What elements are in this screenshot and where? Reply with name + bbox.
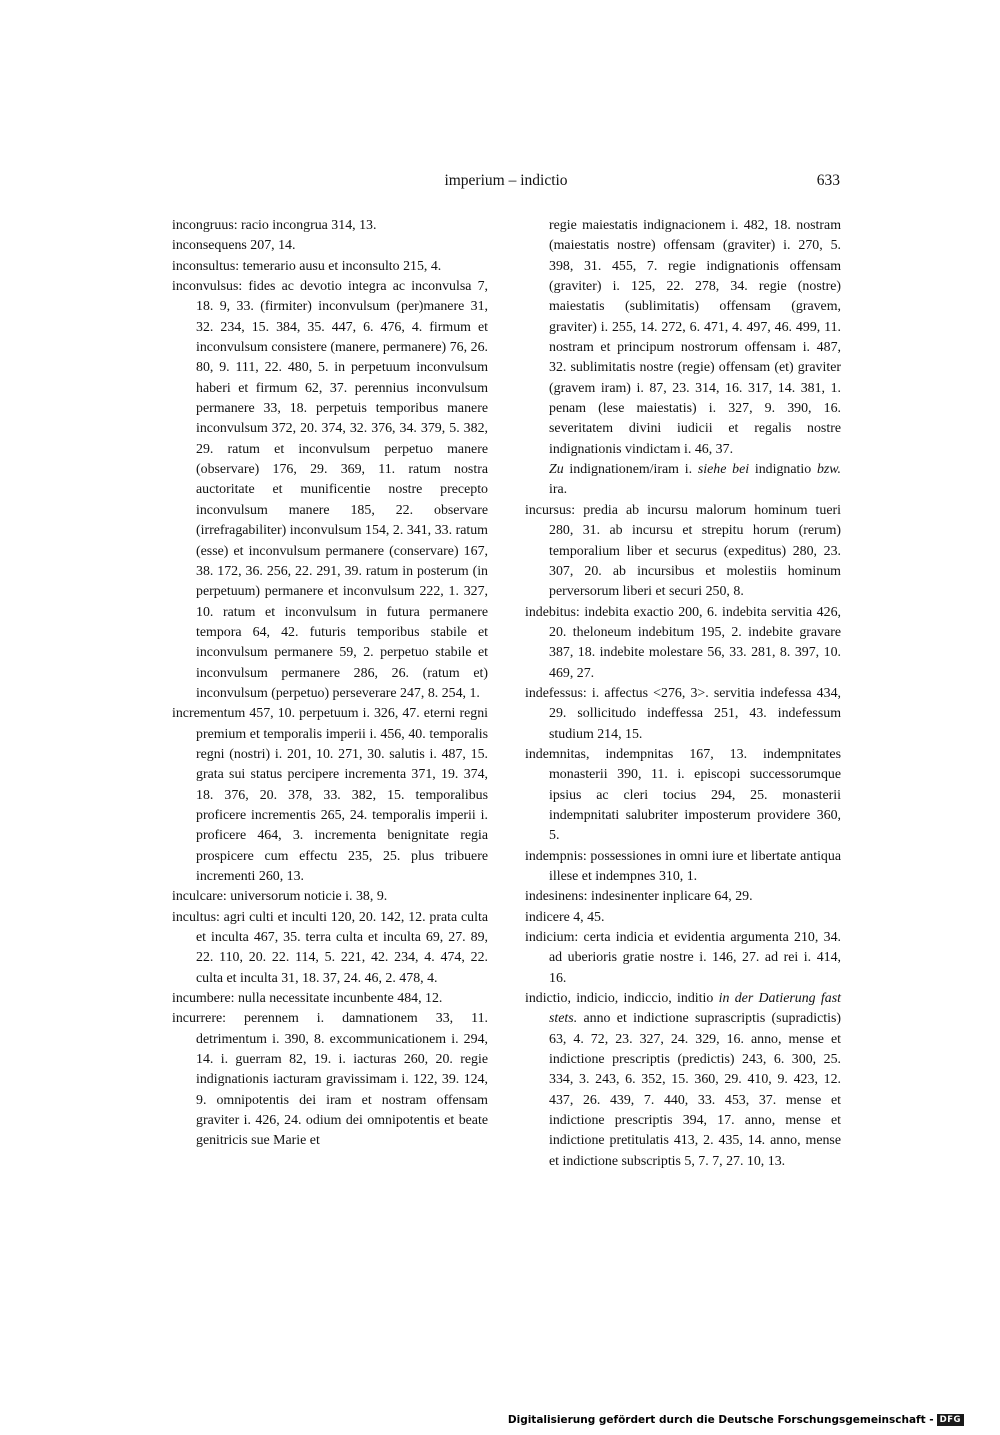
index-entry <box>525 989 841 1172</box>
index-entry: incultus: agri culti et inculti 120, 20. 142, 12. prata culta et inculta 467, 35. terra culta et inculta 69, 27. 89, 22. 110, 20. 22. 114, 5. 221, 42. 234, 4. 474, 22. culta et inculta 31, 18. 37, 24. 46, 2. 478, 4. <box>172 909 488 986</box>
dfg-logo: DFG <box>937 1414 964 1426</box>
note-text: indignationem/iram i. <box>563 462 698 478</box>
index-entry: inconvulsus: fides ac devotio integra ac inconvulsa 7, 18. 9, 33. (firmiter) inconvulsum (per)manere 31, 32. 234, 15. 384, 35. 447, 6. 476, 4. firmum et inconvulsum consistere (manere, permanere) 76, 26. 80, 9. 111, 22. 480, 5. in perpetuum inconvulsum haberi et firmum 62, 37. perennius inconvulsum permanere 33, 18. perpetuis temporibus manere inconvulsum 372, 20. 374, 32. 376, 34. 379, 5. 382, 29. ratum et inconvulsum perpetuo manere (observare) 176, 29. 369, 11. ratum nostra auctoritate et munificentie nostre precepto inconvulsum manere 185, 22. observare (irrefragabiliter) inconvulsum 154, 2. 341, 33. ratum (esse) et inconvulsum permanere (conservare) 167, 38. 172, 36. 256, 22. 291, 39. ratum in posterum (in perpetuum) permanere et inconvulsum 222, 1. 327, 10. ratum et inconvulsum in futura permanere tempora 64, 42. futuris temporibus stabile et inconvulsum permanere 59, 2. perpetuo stabile et inconvulsum permanere 286, 26. (ratum et) inconvulsum (perpetuo) perseverare 247, 8. 254, 1. <box>172 279 488 701</box>
index-entry: incumbere: nulla necessitate incunbente 484, 12. <box>172 991 443 1007</box>
index-entry: incurrere: perennem i. damnationem 33, 11. detrimentum i. 390, 8. excommunicationem i. 294, 14. i. guerram 82, 19. i. iacturas 260, 20. regie indignationis iacturam gravissimam i. 122, 39. 124, 9. omnipotentis dei iram et nostram offensam graviter i. 426, 24. odium dei omnipotentis et beate genitricis sue Marie et <box>172 1011 488 1149</box>
entry-text: indictio, indicio, indiccio, inditio <box>525 991 719 1007</box>
note-text: ira. <box>549 482 568 498</box>
entry-text: anno et indictione suprascriptis (supradictis) 63, 4. 72, 23. 327, 24. 329, 16. anno, mense et indictione prescriptis (predictis) 243, 6. 300, 25. 334, 3. 243, 6. 352, 15. 360, 29. 410, 9. 423, 12. 437, 26. 439, 7. 440, 33. 453, 37. mense et indictione prescriptis 394, 17. anno, mense et indictione pretitulatis 413, 2. 435, 14. anno, mense et indictione subscriptis 5, 7. 7, 27. 10, 13. <box>549 1011 841 1169</box>
funding-footer <box>508 1414 964 1426</box>
running-title: imperium – indictio <box>444 172 568 189</box>
right-column <box>525 216 841 1172</box>
index-entry: indesinens: indesinenter inplicare 64, 29. <box>525 889 753 905</box>
index-entry: indefessus: i. affectus <276, 3>. servitia indefessa 434, 29. sollicitudo indeffessa 251, 43. indefessum studium 214, 15. <box>525 685 841 742</box>
note-text: siehe bei <box>697 462 750 478</box>
note-text: indignatio <box>749 462 817 478</box>
cross-reference-note <box>525 460 841 501</box>
running-header <box>172 172 840 194</box>
note-text: Zu <box>549 462 564 478</box>
index-entry: inconsequens 207, 14. <box>172 238 296 254</box>
left-column <box>172 216 488 1152</box>
index-entry: indempnis: possessiones in omni iure et libertate antiqua illese et indempnes 310, 1. <box>525 848 841 884</box>
index-entry: indemnitas, indempnitas 167, 13. indempnitates monasterii 390, 11. i. episcopi successorumque ipsius ac cleri tocius 294, 25. monasterii indempnitati salubriter imposterum providere 360, 5. <box>525 746 841 844</box>
index-entry: inculcare: universorum noticie i. 38, 9. <box>172 889 388 905</box>
index-entry: incongruus: racio incongrua 314, 13. <box>172 218 377 233</box>
index-entry: incursus: predia ab incursu malorum hominum tueri 280, 31. ab incursu et strepitu horum (rerum) temporalium liber et securus (expeditus) 280, 23. 307, 20. ab incursibus et molestiis hominum perversorum liberi et securi 250, 8. <box>525 502 841 600</box>
index-entry-continuation: regie maiestatis indignacionem i. 482, 18. nostram (maiestatis nostre) offensam (graviter) i. 270, 5. 398, 31. 455, 7. regie indignationis offensam (graviter) i. 125, 22. 278, 34. regie (nostre) maiestatis (sublimitatis) offensam (gravem, graviter) i. 255, 14. 272, 6. 471, 4. 497, 46. 499, 11. nostram et principum nostrorum offensam i. 487, 32. sublimitatis nostre (regie) offensam (et) graviter (gravem iram) i. 87, 23. 314, 16. 317, 14. 381, 1. penam (lese maiestatis) i. 327, 9. 390, 16. severitatem divini iudicii et regalis nostre indignationis vindictam i. 46, 37. <box>549 218 841 457</box>
page-number: 633 <box>816 172 840 189</box>
index-entry: indicium: certa indicia et evidentia argumenta 210, 34. ad uberioris gratie nostre i. 146, 27. ad rei i. 414, 16. <box>525 930 841 986</box>
entry-text: in der Datierung fast stets. <box>549 991 841 1027</box>
note-text: bzw. <box>816 462 841 478</box>
index-entry: indebitus: indebita exactio 200, 6. indebita servitia 426, 20. theloneum indebitum 195, 2. indebite gravare 387, 18. indebite molestare 56, 33. 281, 8. 397, 10. 469, 27. <box>525 604 841 681</box>
index-entry: indicere 4, 45. <box>525 909 605 925</box>
index-entry: incrementum 457, 10. perpetuum i. 326, 47. eterni regni premium et temporalis imperii i. 456, 40. temporalis regni (nostri) i. 201, 10. 271, 30. salutis i. 487, 15. grata sui status percipere incrementa 371, 19. 374, 18. 376, 20. 378, 33. 382, 15. temporalibus proficere incrementis 265, 24. temporalis imperii i. proficere 464, 3. incrementa benignitate regia prospicere cum effectu 235, 25. plus tribuere incrementi 260, 13. <box>172 706 488 884</box>
index-entry: inconsultus: temerario ausu et inconsulto 215, 4. <box>172 258 442 274</box>
footer-text: Digitalisierung gefördert durch die Deutsche Forschungsgemeinschaft - <box>507 1414 934 1426</box>
